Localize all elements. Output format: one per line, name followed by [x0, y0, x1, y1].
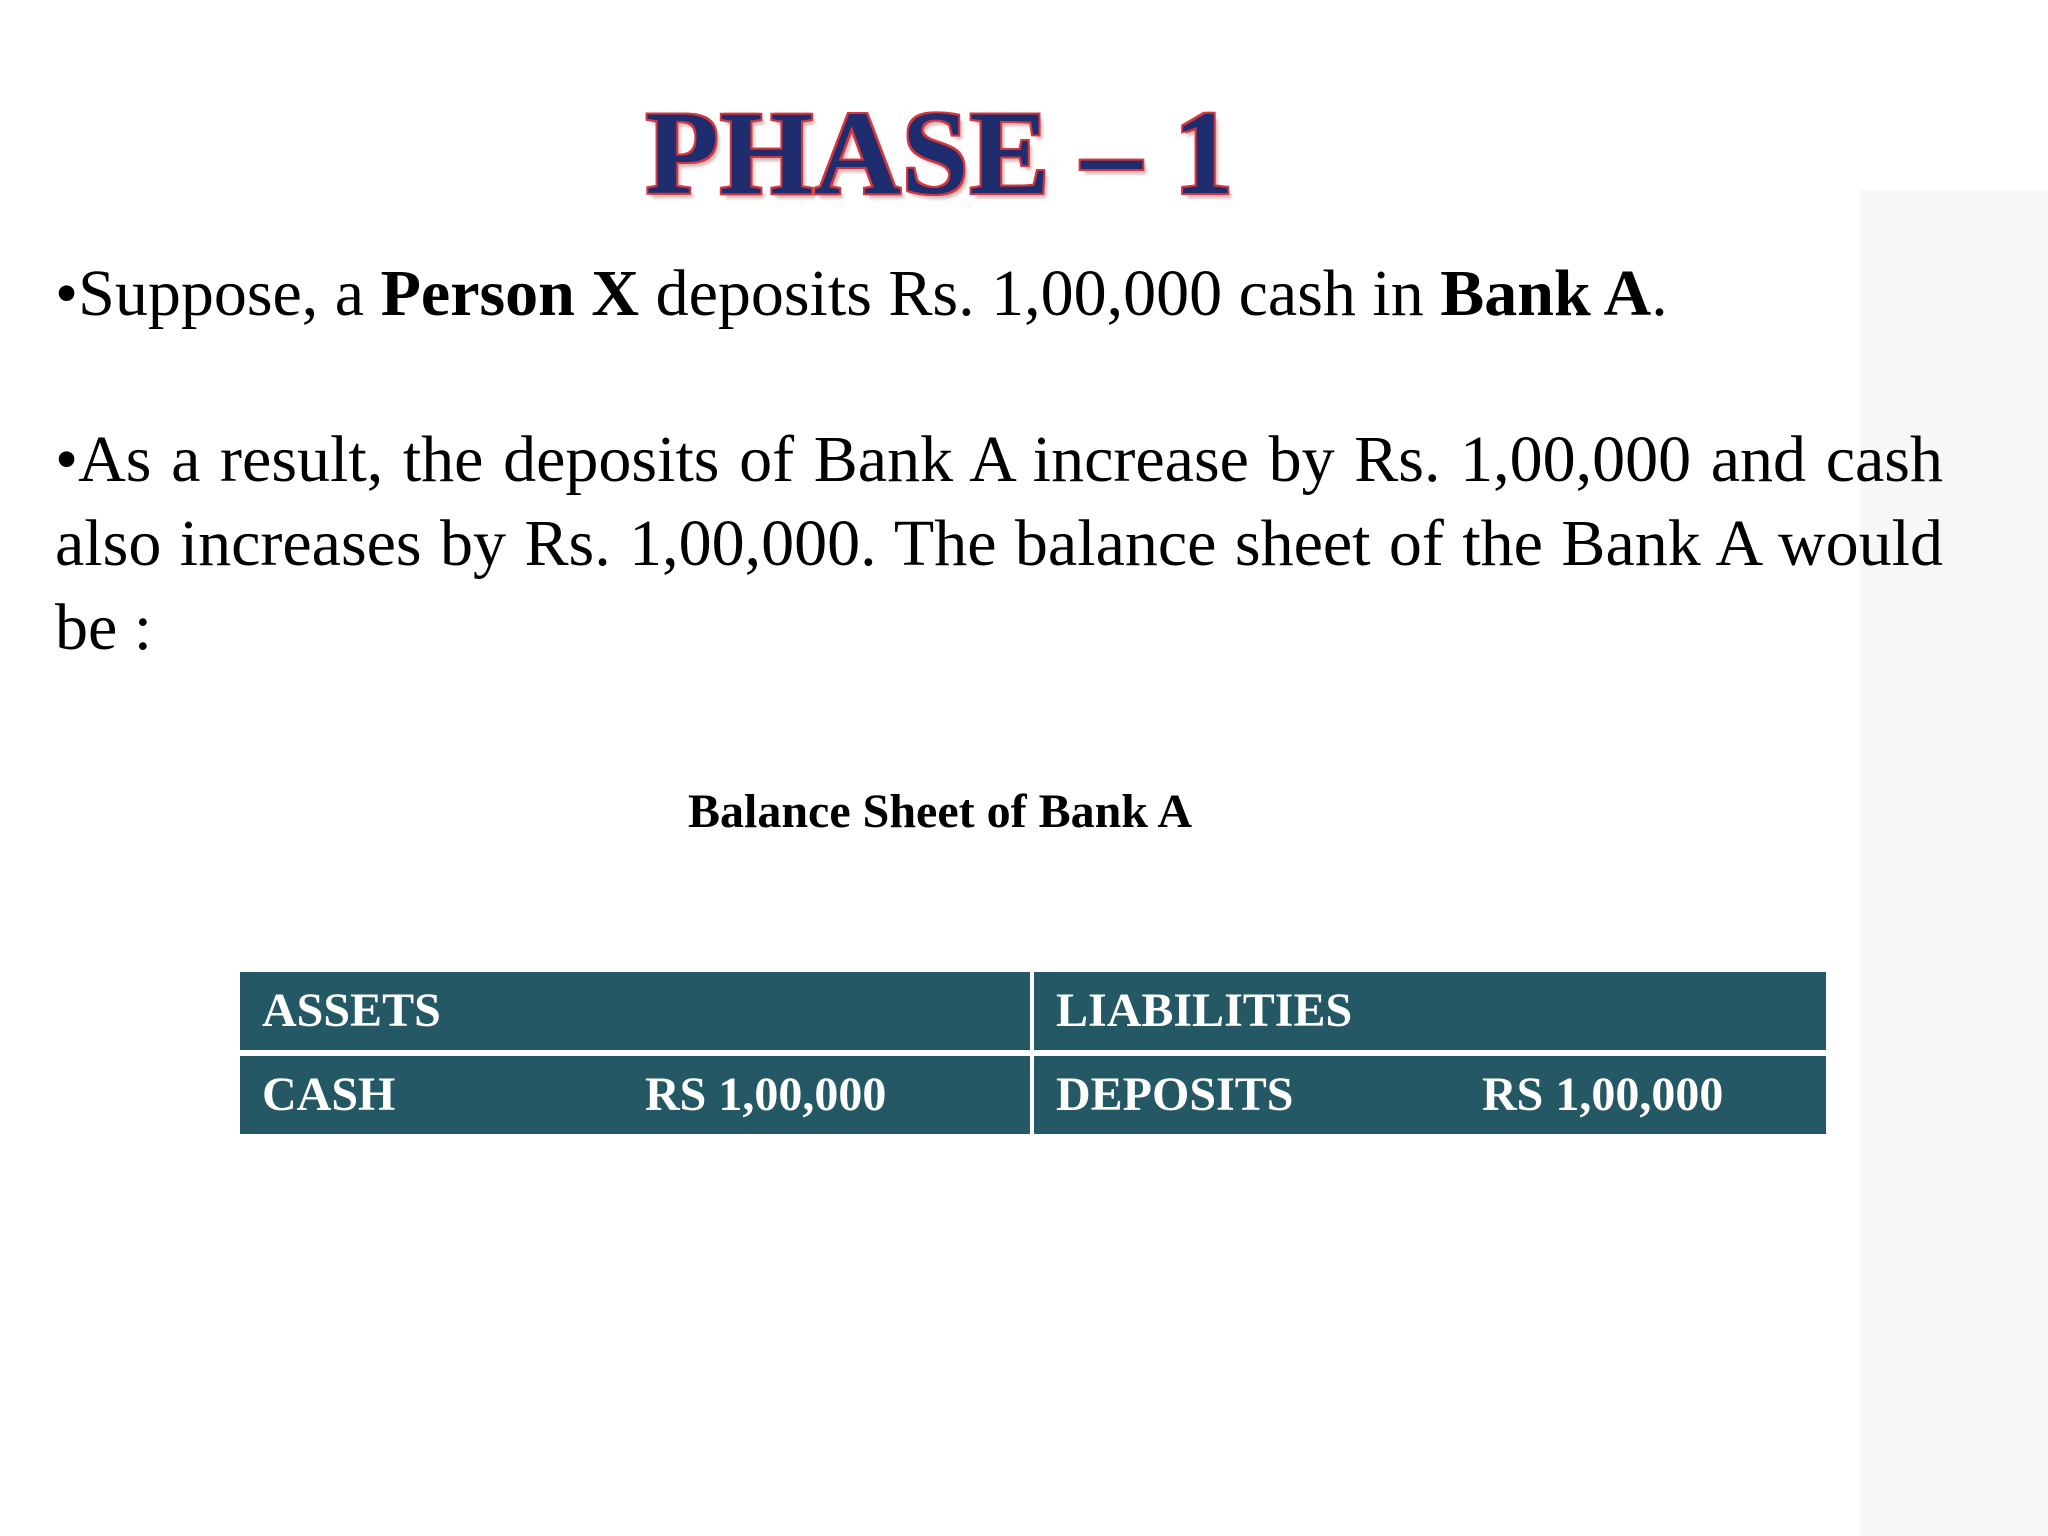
table-header-row	[240, 972, 1826, 1050]
balance-sheet-table	[240, 972, 1826, 1140]
liabilities-header-cell	[1034, 972, 1826, 1050]
bullet-text: As a result, the deposits of Bank A increase by Rs. 1,00,000 and cash also increases by Rs. 1,00,000. The balance sheet of the Bank A would be :	[55, 423, 1943, 664]
bullet-text: .	[1651, 257, 1668, 330]
bullet-emphasis-bank: Bank A	[1440, 257, 1652, 330]
liability-amount: RS 1,00,000	[1482, 1068, 1724, 1121]
assets-header-cell	[240, 972, 1030, 1050]
bullet-text: Suppose, a	[78, 257, 381, 330]
bullet-marker: •	[55, 423, 79, 496]
liabilities-header: LIABILITIES	[1056, 984, 1353, 1037]
assets-header: ASSETS	[262, 984, 441, 1037]
bullet-emphasis-person: Person X	[380, 257, 640, 330]
balance-sheet-caption: Balance Sheet of Bank A	[687, 785, 1193, 838]
asset-label: CASH	[262, 1068, 396, 1121]
slide-title: PHASE – 1	[645, 86, 1235, 219]
bullet-text: deposits Rs. 1,00,000 cash in	[639, 257, 1441, 330]
table-row	[240, 1056, 1826, 1134]
bullet-point-result	[55, 418, 1943, 670]
asset-amount: RS 1,00,000	[645, 1068, 887, 1121]
liability-label: DEPOSITS	[1056, 1068, 1294, 1121]
liability-cell	[1034, 1056, 1826, 1134]
bullet-marker: •	[55, 257, 79, 330]
asset-cell	[240, 1056, 1030, 1134]
bullet-point-deposit	[55, 252, 1943, 336]
slide-edge-shade	[1860, 190, 2048, 1536]
